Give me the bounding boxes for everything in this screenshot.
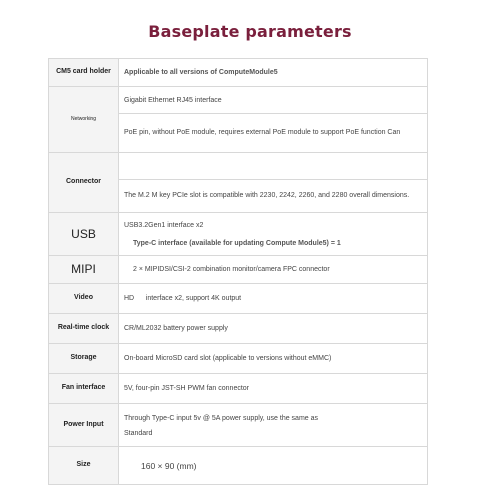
table-row-mipi bbox=[49, 256, 428, 284]
table-row-usb bbox=[49, 213, 428, 256]
row-label-storage: Storage bbox=[49, 344, 119, 373]
row-label-mipi: MIPI bbox=[49, 256, 119, 283]
row-value-usb bbox=[119, 213, 428, 255]
table-row-networking bbox=[49, 87, 428, 153]
table-row-connector bbox=[49, 153, 428, 213]
row-value-size bbox=[119, 447, 428, 484]
usb-value-1: USB3.2Gen1 interface x2 bbox=[124, 221, 204, 229]
row-label-fan: Fan interface bbox=[49, 374, 119, 403]
storage-value: On-board MicroSD card slot (applicable to versions without eMMC) bbox=[124, 355, 332, 362]
cm5-value: Applicable to all versions of ComputeModule5 bbox=[124, 69, 278, 76]
video-value: HD interface x2, support 4K output bbox=[124, 295, 242, 302]
row-value-rtc bbox=[119, 314, 428, 343]
parameters-table bbox=[48, 58, 428, 485]
table-row-cm5 bbox=[49, 59, 428, 87]
rtc-value: CR/ML2032 battery power supply bbox=[124, 325, 228, 332]
fan-value: 5V, four-pin JST-SH PWM fan connector bbox=[124, 385, 250, 392]
row-label-cm5: CM5 card holder bbox=[49, 59, 119, 86]
power-value-2: Standard bbox=[124, 429, 153, 437]
table-row-storage bbox=[49, 344, 428, 374]
row-label-connector: Connector bbox=[49, 153, 119, 212]
table-row-power bbox=[49, 404, 428, 447]
table-row-fan bbox=[49, 374, 428, 404]
table-row-size bbox=[49, 447, 428, 485]
networking-value-1: Gigabit Ethernet RJ45 interface bbox=[119, 87, 427, 114]
row-label-networking: Networking bbox=[49, 87, 119, 152]
row-label-rtc: Real-time clock bbox=[49, 314, 119, 343]
table-row-video bbox=[49, 284, 428, 314]
connector-value: The M.2 M key PCIe slot is compatible with 2230, 2242, 2260, and 2280 overall dimensions. bbox=[124, 192, 410, 200]
connector-value-empty bbox=[119, 153, 427, 180]
row-value-mipi bbox=[119, 256, 428, 283]
page-title: Baseplate parameters bbox=[148, 22, 352, 41]
mipi-value: 2 × MIPIDSI/CSI-2 combination monitor/camera FPC connector bbox=[133, 266, 330, 273]
row-label-power: Power Input bbox=[49, 404, 119, 446]
row-value-power bbox=[119, 404, 428, 446]
row-value-connector bbox=[119, 153, 428, 212]
power-value-1: Through Type-C input 5v @ 5A power supply, use the same as bbox=[124, 414, 319, 422]
row-value-fan bbox=[119, 374, 428, 403]
row-label-usb: USB bbox=[49, 213, 119, 255]
size-value: 160 × 90 (mm) bbox=[141, 460, 197, 471]
row-value-storage bbox=[119, 344, 428, 373]
usb-value-2: Type-C interface (available for updating Compute Module5) = 1 bbox=[133, 239, 341, 247]
table-row-rtc bbox=[49, 314, 428, 344]
row-label-video: Video bbox=[49, 284, 119, 313]
row-value-video bbox=[119, 284, 428, 313]
networking-value-2: PoE pin, without PoE module, requires external PoE module to support PoE function Can bbox=[124, 129, 401, 137]
row-value-networking bbox=[119, 87, 428, 152]
row-label-size: Size bbox=[49, 447, 119, 484]
row-value-cm5 bbox=[119, 59, 428, 86]
